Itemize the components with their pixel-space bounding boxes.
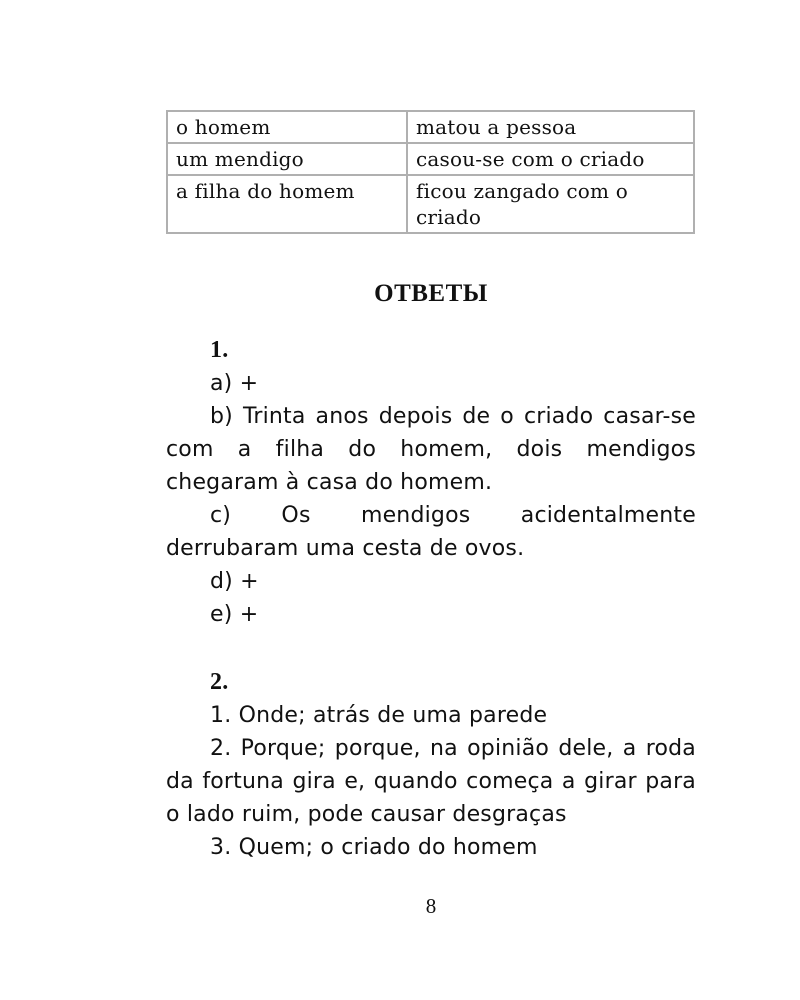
table-cell-subject: um mendigo [167, 143, 407, 175]
answer-2-item-3: 3. Quem; o criado do homem [210, 835, 538, 860]
answer-2-item-2: 2. Porque; porque, na opinião dele, a roda da fortuna gira e, quando começa a girar para o lado ruim, pode causar desgraças [166, 736, 696, 827]
section-number: 2. [210, 669, 229, 695]
table-cell-subject: a filha do homem [167, 175, 407, 233]
answer-1c: c) Os mendigos acidentalmente derrubaram uma cesta de ovos. [166, 503, 696, 561]
table-cell-action: casou-se com o criado [407, 143, 694, 175]
answer-1d: d) + [210, 569, 259, 594]
matching-table [166, 110, 695, 234]
table-row [167, 143, 694, 175]
table-row [167, 111, 694, 143]
answer-1e: e) + [210, 602, 259, 627]
answer-2-item-1: 1. Onde; atrás de uma parede [210, 703, 548, 728]
answers-section-2 [166, 666, 696, 864]
answers-heading: ОТВЕТЫ [374, 280, 488, 307]
answer-1b: b) Trinta anos depois de o criado casar-se com a filha do homem, dois mendigos chegaram à casa do homem. [166, 404, 696, 495]
table-cell-subject: o homem [167, 111, 407, 143]
table-row [167, 175, 694, 233]
table-cell-action: ficou zangado com o criado [407, 175, 694, 233]
section-number: 1. [210, 337, 229, 363]
answer-1a: a) + [210, 371, 259, 396]
table-cell-action: matou a pessoa [407, 111, 694, 143]
answers-section-1 [166, 334, 696, 631]
page-number: 8 [425, 894, 437, 918]
